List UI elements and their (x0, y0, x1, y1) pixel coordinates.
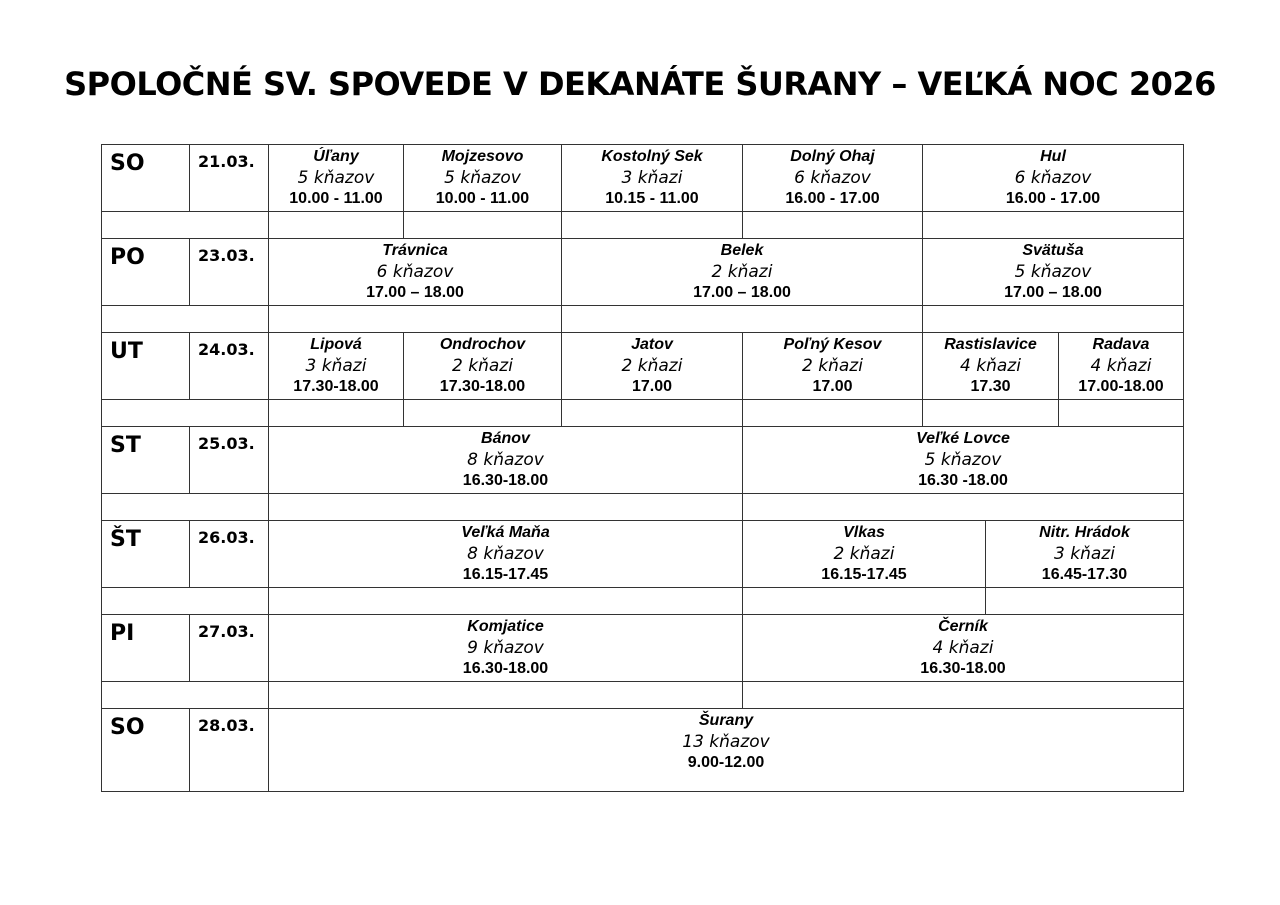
place-name: Veľké Lovce (916, 430, 1010, 447)
place-name: Radava (1092, 336, 1150, 353)
event-cell (269, 239, 562, 306)
spacer-row (102, 306, 1184, 333)
table-row (102, 521, 1184, 588)
event-cell (269, 709, 1184, 792)
event-cell (1059, 333, 1184, 400)
date-label: 25.03. (198, 434, 255, 453)
date-label: 21.03. (198, 152, 255, 171)
time-range: 17.00 (631, 378, 673, 395)
day-cell (102, 333, 190, 400)
priest-count: 4 kňazi (932, 638, 994, 658)
event-cell (404, 145, 562, 212)
day-cell (102, 145, 190, 212)
date-label: 24.03. (198, 340, 255, 359)
time-range: 16.30 -18.00 (918, 472, 1008, 489)
event-cell (269, 615, 743, 682)
date-label: 26.03. (198, 528, 255, 547)
priest-count: 2 kňazi (621, 356, 683, 376)
event-cell (923, 145, 1184, 212)
spacer-row (102, 400, 1184, 427)
place-name: Veľká Maňa (461, 524, 550, 541)
spacer-row (102, 588, 1184, 615)
time-range: 16.30-18.00 (920, 660, 1006, 677)
day-cell (102, 615, 190, 682)
time-range: 10.00 - 11.00 (435, 190, 530, 207)
event-cell (743, 145, 923, 212)
priest-count: 2 kňazi (711, 262, 773, 282)
day-cell (102, 427, 190, 494)
place-name: Hul (1040, 148, 1066, 165)
day-label: PO (110, 245, 145, 270)
day-label: UT (110, 339, 143, 364)
day-cell (102, 239, 190, 306)
table-row (102, 615, 1184, 682)
place-name: Úľany (313, 148, 359, 165)
priest-count: 8 kňazov (467, 450, 544, 470)
event-cell (404, 333, 562, 400)
time-range: 17.00 – 18.00 (1004, 284, 1102, 301)
time-range: 17.00 – 18.00 (366, 284, 464, 301)
confession-schedule-table (101, 144, 1184, 792)
date-cell (190, 333, 269, 400)
priest-count: 3 kňazi (1054, 544, 1115, 564)
time-range: 17.30 (970, 378, 1011, 395)
time-range: 17.30-18.00 (439, 378, 526, 395)
priest-count: 2 kňazi (452, 356, 513, 376)
place-name: Trávnica (382, 242, 448, 259)
time-range: 16.45-17.30 (1041, 566, 1128, 583)
place-name: Mojzesovo (441, 148, 524, 165)
priest-count: 8 kňazov (467, 544, 544, 564)
priest-count: 3 kňazi (305, 356, 367, 376)
priest-count: 5 kňazov (297, 168, 375, 188)
date-cell (190, 145, 269, 212)
place-name: Belek (720, 242, 764, 259)
spacer-row (102, 682, 1184, 709)
place-name: Rastislavice (944, 336, 1037, 353)
event-cell (562, 145, 743, 212)
date-label: 28.03. (198, 716, 255, 735)
time-range: 16.15-17.45 (821, 566, 907, 583)
date-cell (190, 239, 269, 306)
event-cell (269, 521, 743, 588)
priest-count: 13 kňazov (682, 732, 770, 752)
event-cell (269, 427, 743, 494)
event-cell (269, 145, 404, 212)
table-row (102, 333, 1184, 400)
table-row (102, 709, 1184, 792)
priest-count: 9 kňazov (467, 638, 544, 658)
place-name: Černík (938, 618, 988, 635)
priest-count: 5 kňazov (444, 168, 521, 188)
time-range: 16.00 - 17.00 (785, 190, 880, 207)
day-cell (102, 709, 190, 792)
date-cell (190, 521, 269, 588)
time-range: 10.15 - 11.00 (605, 190, 699, 207)
table-row (102, 145, 1184, 212)
time-range: 17.00-18.00 (1078, 378, 1164, 395)
time-range: 17.00 (812, 378, 853, 395)
place-name: Svätuša (1022, 242, 1084, 259)
place-name: Vlkas (843, 524, 885, 541)
date-label: 23.03. (198, 246, 255, 265)
priest-count: 3 kňazi (621, 168, 683, 188)
date-cell (190, 427, 269, 494)
time-range: 16.30-18.00 (462, 472, 549, 489)
priest-count: 6 kňazov (794, 168, 871, 188)
event-cell (562, 333, 743, 400)
time-range: 16.15-17.45 (462, 566, 549, 583)
priest-count: 4 kňazi (960, 356, 1021, 376)
event-cell (743, 427, 1184, 494)
event-cell (923, 239, 1184, 306)
time-range: 10.00 - 11.00 (289, 190, 383, 207)
event-cell (743, 521, 986, 588)
date-cell (190, 709, 269, 792)
table-row (102, 239, 1184, 306)
place-name: Lipová (310, 336, 362, 353)
time-range: 17.00 – 18.00 (693, 284, 791, 301)
page-title: SPOLOČNÉ SV. SPOVEDE V DEKANÁTE ŠURANY – VEĽKÁ NOC 2026 (64, 65, 1216, 103)
place-name: Ondrochov (439, 336, 526, 353)
place-name: Jatov (631, 336, 673, 353)
time-range: 9.00-12.00 (687, 754, 765, 771)
day-label: ŠT (110, 527, 141, 552)
place-name: Šurany (698, 712, 754, 729)
event-cell (986, 521, 1184, 588)
priest-count: 2 kňazi (802, 356, 863, 376)
place-name: Dolný Ohaj (790, 148, 875, 165)
priest-count: 4 kňazi (1090, 356, 1152, 376)
day-label: ST (110, 433, 141, 458)
date-label: 27.03. (198, 622, 255, 641)
day-label: SO (110, 151, 145, 176)
event-cell (923, 333, 1059, 400)
time-range: 17.30-18.00 (293, 378, 379, 395)
date-cell (190, 615, 269, 682)
event-cell (743, 333, 923, 400)
spacer-row (102, 212, 1184, 239)
place-name: Kostolný Sek (601, 148, 703, 165)
place-name: Poľný Kesov (783, 336, 882, 353)
spacer-row (102, 494, 1184, 521)
day-label: PI (110, 621, 135, 646)
place-name: Bánov (481, 430, 530, 447)
time-range: 16.00 - 17.00 (1005, 190, 1101, 207)
event-cell (269, 333, 404, 400)
priest-count: 6 kňazov (1014, 168, 1092, 188)
day-label: SO (110, 715, 145, 740)
priest-count: 2 kňazi (833, 544, 895, 564)
day-cell (102, 521, 190, 588)
time-range: 16.30-18.00 (462, 660, 549, 677)
priest-count: 5 kňazov (924, 450, 1002, 470)
place-name: Nitr. Hrádok (1039, 524, 1130, 541)
place-name: Komjatice (467, 618, 544, 635)
event-cell (562, 239, 923, 306)
priest-count: 5 kňazov (1014, 262, 1092, 282)
table-row (102, 427, 1184, 494)
priest-count: 6 kňazov (376, 262, 454, 282)
event-cell (743, 615, 1184, 682)
